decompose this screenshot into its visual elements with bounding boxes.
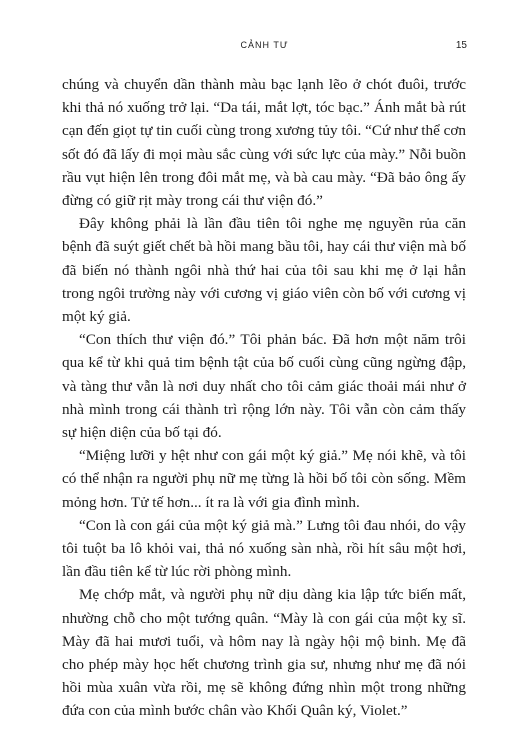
paragraph: “Miệng lưỡi y hệt như con gái một ký giả.” Mẹ nói khẽ, và tôi có thể nhận ra người phụ nữ mẹ từng là hồi bố tôi còn sống. Mềm mỏng hơn. Tử tế hơn... ít ra là với gia đình mình. [62,447,466,511]
body-text [62,73,466,723]
chapter-title: CẢNH TƯ [240,40,289,50]
paragraph: chúng và chuyển dần thành màu bạc lạnh lẽo ở chót đuôi, trước khi thả nó xuống trở lại. “Da tái, mắt lợt, tóc bạc.” Ánh mắt bà rút cạn đến giọt tự tin cuối cùng trong xương tủy tôi. “Cứ như thể cơn sốt đó đã lấy đi mọi màu sắc cùng với sức lực của mày.” Nỗi buồn rầu vụt hiện lên trong đôi mắt mẹ, và bà cau mày. “Đã bảo ông ấy đừng có giữ rịt mày trong cái thư viện đó.” [62,76,466,210]
paragraph: “Con thích thư viện đó.” Tôi phản bác. Đã hơn một năm trôi qua kể từ khi quả tim bệnh tật của bố cuối cùng cũng ngừng đập, và tàng thư vẫn là nơi duy nhất cho tôi cảm giác thoải mái như ở nhà mình trong cái thành trì rộng lớn này. Tôi vẫn còn cảm thấy sự hiện diện của bố tại đó. [62,331,466,442]
paragraph: Mẹ chớp mắt, và người phụ nữ dịu dàng kia lập tức biến mất, nhường chỗ cho một tướng quân. “Mày là con gái của một kỵ sĩ. Mày đã hai mươi tuổi, và hôm nay là ngày hội mộ binh. Mẹ đã cho phép mày học hết chương trình gia sư, nhưng như mẹ đã nói hồi mùa xuân vừa rồi, mẹ sẽ không đứng nhìn một trong những đứa con của mình bước chân vào Khối Quân ký, Violet.” [62,586,466,720]
paragraph: Đây không phải là lần đầu tiên tôi nghe mẹ nguyền rủa căn bệnh đã suýt giết chết bà hồi mang bầu tôi, hay cái thư viện mà bố đã biến nó thành ngôi nhà thứ hai của tôi sau khi mẹ ở lại hẳn trong ngôi trường này với cương vị giáo viên còn bố với cương vị một ký giả. [62,215,466,326]
page-number: 15 [455,40,467,51]
running-header [62,40,467,54]
paragraph: “Con là con gái của một ký giả mà.” Lưng tôi đau nhói, do vậy tôi tuột ba lô khỏi vai, thả nó xuống sàn nhà, rồi hít sâu một hơi, lần đầu tiên kể từ lúc rời phòng mình. [62,516,466,581]
